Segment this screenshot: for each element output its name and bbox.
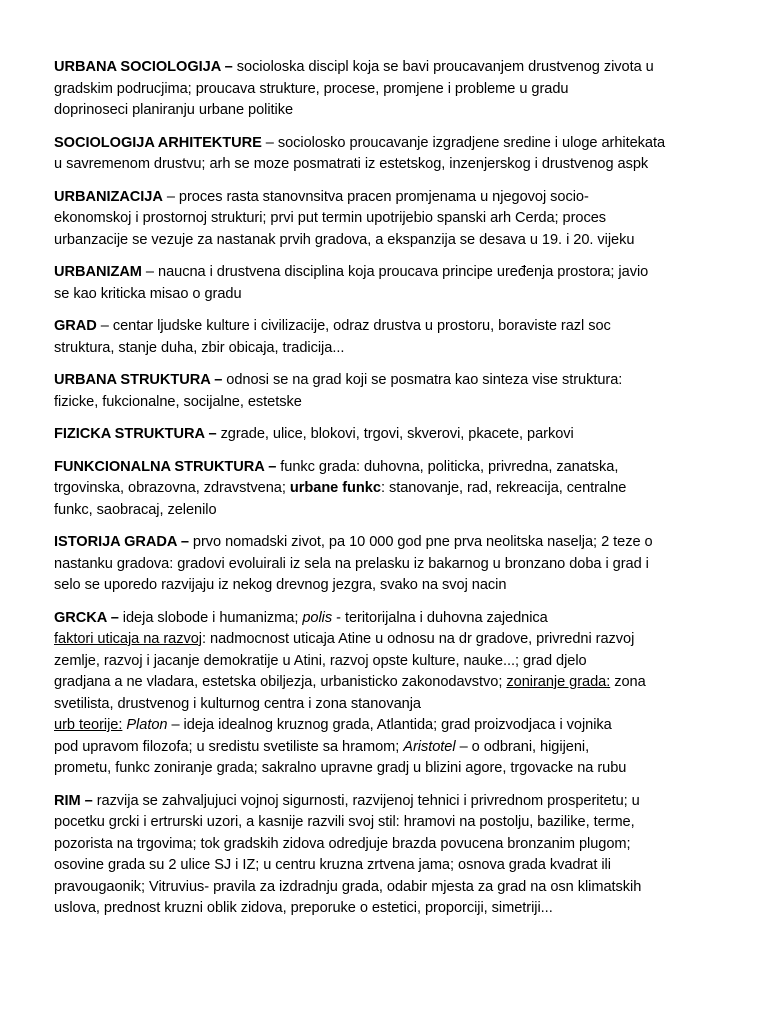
text-run: – o odbrani, higijeni,: [455, 738, 590, 755]
text-line: [54, 316, 728, 338]
text-run: socioloska discipl koja se bavi proucavanjem drustvenog zivota u: [236, 59, 654, 75]
text-line: [54, 898, 728, 920]
text-run: u savremenom drustvu; arh se moze posmatrati iz estetskog, inzenjerskog i drustvenog aspk: [54, 156, 649, 172]
text-run: razvija se zahvaljujuci vojnoj sigurnosti, razvijenoj tehnici i privrednom prosperitetu; u: [96, 792, 640, 809]
text-line: [54, 554, 728, 576]
text-line: [54, 694, 728, 716]
text-run: zona: [610, 674, 646, 690]
text-run: fizicke, fukcionalne, socijalne, estetske: [54, 393, 302, 410]
text-run: : nadmocnost uticaja Atine u odnosu na dr gradove, privredni razvoj: [202, 631, 635, 647]
text-line: [54, 262, 728, 284]
text-line: [54, 154, 728, 176]
text-line: [54, 230, 728, 252]
term-heading: URBANA SOCIOLOGIJA –: [54, 59, 237, 75]
term-heading: URBANIZAM: [54, 264, 142, 280]
text-line: [54, 834, 728, 856]
text-run: - teritorijalna i duhovna zajednica: [332, 609, 548, 626]
text-line: [54, 79, 728, 101]
text-run: – sociolosko proucavanje izgradjene sredine i uloge arhitekata: [261, 134, 666, 151]
term-heading: URBANA STRUKTURA –: [54, 372, 227, 388]
text-run: urbanzacije se vezuje za nastanak prvih gradova, a ekspanzija se desava u 19. i 20. vijeku: [54, 231, 635, 248]
glossary-entry: [54, 608, 728, 780]
term-heading: GRAD: [54, 318, 97, 334]
text-run: doprinoseci planiranju urbane politike: [54, 102, 294, 118]
text-run: funkc grada: duhovna, politicka, privredna, zanatska,: [280, 458, 619, 475]
text-run: zgrade, ulice, blokovi, trgovi, skverovi, pkacete, parkovi: [220, 426, 574, 442]
text-line: [54, 758, 728, 780]
glossary-entry: [54, 262, 728, 305]
underlined-subheading: faktori uticaja na razvoj: [54, 631, 203, 647]
underlined-subheading: urb teorije:: [54, 717, 123, 733]
text-line: [54, 500, 728, 522]
text-run: uslova, prednost kruzni oblik zidova, preporuke o estetici, proporciji, simetriji...: [54, 900, 553, 916]
text-line: [54, 392, 728, 414]
text-run: selo se uporedo razvijaju iz nekog drevnog jezgra, svako na svoj nacin: [54, 577, 507, 593]
underlined-subheading: zoniranje grada:: [506, 674, 611, 690]
text-run: trgovinska, obrazovna, zdravstvena;: [54, 480, 290, 496]
glossary-entry: [54, 424, 728, 446]
text-run: – ideja idealnog kruznog grada, Atlantida; grad proizvodjaca i vojnika: [167, 717, 612, 733]
text-run: : stanovanje, rad, rekreacija, centralne: [380, 480, 627, 496]
text-line: [54, 424, 728, 446]
text-line: [54, 812, 728, 834]
text-run: osovine grada su 2 ulice SJ i IZ; u centru kruzna zrtvena jama; osnova grada kvadrat ili: [54, 857, 611, 873]
glossary-entry: [54, 57, 728, 122]
glossary-entry: [54, 133, 728, 176]
text-run: prvo nomadski zivot, pa 10 000 god pne prva neolitska naselja; 2 teze o: [192, 534, 653, 550]
bold-text: urbane funkc: [289, 480, 381, 496]
text-run: – naucna i drustvena disciplina koja proucava principe uređenja prostora; javio: [141, 264, 649, 280]
text-line: [54, 284, 728, 306]
text-line: [54, 478, 728, 500]
glossary-entry: [54, 532, 728, 597]
text-run: pozorista na trgovima; tok gradskih zidova odredjuje brazda povucena bronzanim plugom;: [54, 835, 631, 852]
text-line: [54, 629, 728, 651]
text-run: zemlje, razvoj i jacanje demokratije u Atini, razvoj opste kulture, nauke...; grad djelo: [54, 652, 587, 669]
glossary-entry: [54, 791, 728, 920]
text-line: [54, 187, 728, 209]
term-heading: ISTORIJA GRADA –: [54, 534, 193, 550]
text-run: se kao kriticka misao o gradu: [54, 285, 242, 302]
glossary-entry: [54, 457, 728, 522]
text-line: [54, 575, 728, 597]
text-line: [54, 672, 728, 694]
text-run: pocetku grcki i ertrurski uzori, a kasnije razvili svoj stil: hramovi na postolju, bazilike, terme,: [54, 814, 635, 830]
term-heading: RIM –: [54, 792, 97, 809]
text-run: gradjana a ne vladara, estetska obiljezja, urbanisticko zakonodavstvo;: [54, 674, 507, 690]
term-heading: FUNKCIONALNA STRUKTURA –: [54, 458, 281, 475]
text-run: ekonomskoj i prostornoj strukturi; prvi put termin upotrijebio spanski arh Cerda; proces: [54, 210, 607, 226]
glossary-entry: [54, 187, 728, 252]
text-run: gradskim podrucjima; proucava strukture, procese, promjene i probleme u gradu: [54, 80, 569, 97]
text-line: [54, 457, 728, 479]
text-run: ideja slobode i humanizma;: [122, 609, 303, 626]
text-line: [54, 608, 728, 630]
term-heading: URBANIZACIJA: [54, 188, 163, 205]
italic-name: Aristotel: [403, 738, 456, 755]
glossary-entries: [54, 57, 728, 920]
text-line: [54, 715, 728, 737]
text-line: [54, 532, 728, 554]
text-line: [54, 57, 728, 79]
text-line: [54, 855, 728, 877]
text-run: odnosi se na grad koji se posmatra kao sinteza vise struktura:: [226, 372, 623, 388]
text-line: [54, 791, 728, 813]
text-run: struktura, stanje duha, zbir obicaja, tradicija...: [54, 339, 345, 356]
text-line: [54, 208, 728, 230]
text-line: [54, 737, 728, 759]
text-line: [54, 651, 728, 673]
text-run: pod upravom filozofa; u sredistu svetiliste sa hramom;: [54, 738, 404, 755]
term-heading: SOCIOLOGIJA ARHITEKTURE: [54, 134, 262, 151]
text-line: [54, 877, 728, 899]
text-run: – centar ljudske kulture i civilizacije, odraz drustva u prostoru, boraviste razl soc: [96, 318, 611, 334]
glossary-entry: [54, 316, 728, 359]
italic-name: Platon: [126, 717, 168, 733]
italic-name: polis: [302, 609, 333, 626]
text-run: prometu, funkc zoniranje grada; sakralno upravne gradj u blizini agore, trgovacke na rubu: [54, 760, 627, 776]
text-line: [54, 338, 728, 360]
term-heading: GRCKA –: [54, 609, 123, 626]
text-line: [54, 370, 728, 392]
text-run: svetilista, drustvenog i kulturnog centra i zona stanovanja: [54, 695, 421, 712]
glossary-entry: [54, 370, 728, 413]
text-run: – proces rasta stanovnsitva pracen promjenama u njegovoj socio-: [162, 188, 589, 205]
text-line: [54, 133, 728, 155]
text-run: funkc, saobracaj, zelenilo: [54, 501, 217, 518]
text-line: [54, 100, 728, 122]
term-heading: FIZICKA STRUKTURA –: [54, 426, 221, 442]
text-run: nastanku gradova: gradovi evoluirali iz sela na prelasku iz bakarnog u bronzano doba i grad i: [54, 555, 649, 572]
text-run: pravougaonik; Vitruvius- pravila za izdradnju grada, odabir mjesta za grad na osn klimatskih: [54, 878, 642, 895]
